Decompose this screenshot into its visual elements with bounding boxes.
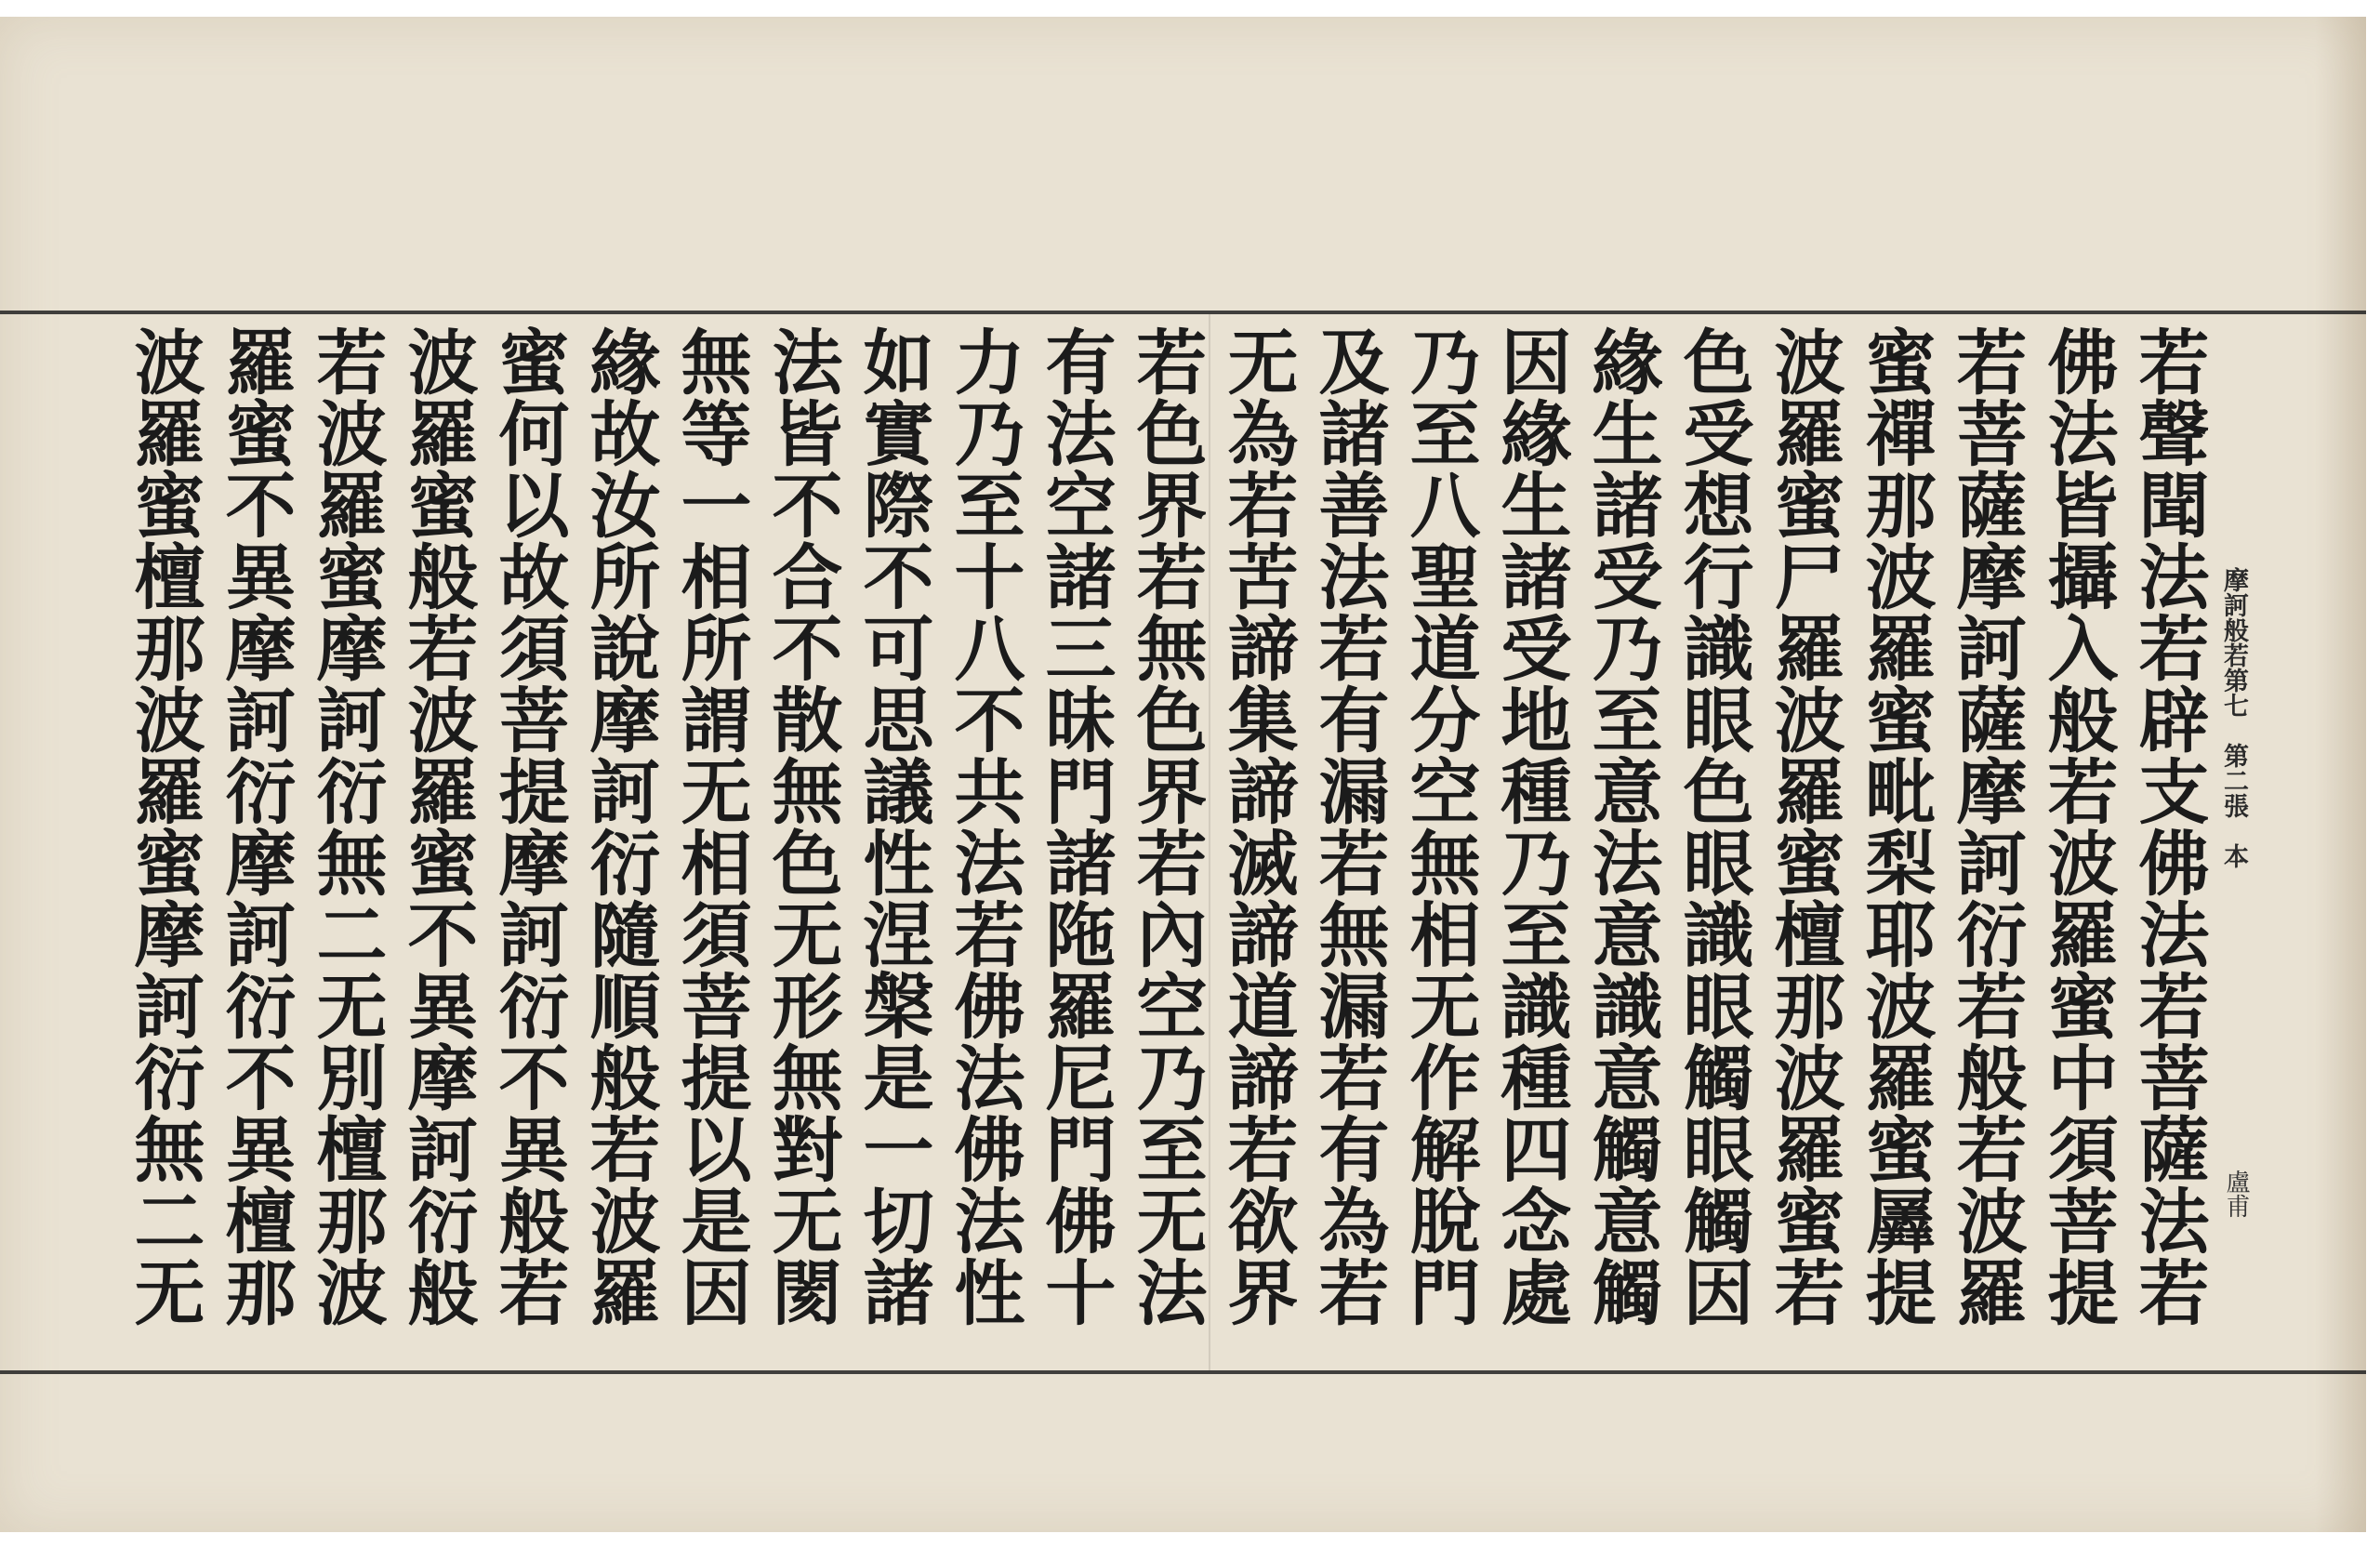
text-column: 波羅蜜尸羅波羅蜜檀那波羅蜜若 bbox=[1763, 325, 1845, 1328]
text-column: 蜜何以故須菩提摩訶衍不異般若 bbox=[487, 325, 570, 1328]
margin-code: 盧甫 bbox=[2222, 1170, 2250, 1218]
text-column: 若色界若無色界若內空乃至无法 bbox=[1125, 325, 1208, 1328]
paper-edge-shadow bbox=[2315, 17, 2366, 1532]
top-border-rule bbox=[0, 311, 2366, 314]
text-column: 若聲聞法若辟支佛法若菩薩法若 bbox=[2127, 325, 2210, 1328]
text-column: 及諸善法若有漏若無漏若有為若 bbox=[1307, 325, 1390, 1328]
text-column: 如實際不可思議性涅槃是一切諸 bbox=[852, 325, 934, 1328]
text-column: 蜜禪那波羅蜜毗梨耶波羅蜜羼提 bbox=[1854, 325, 1937, 1328]
text-column: 色受想行識眼色眼識眼觸眼觸因 bbox=[1672, 325, 1754, 1328]
text-column: 緣故汝所說摩訶衍隨順般若波羅 bbox=[578, 325, 661, 1328]
text-column: 因緣生諸受地種乃至識種四念處 bbox=[1489, 325, 1572, 1328]
text-column: 法皆不合不散無色无形無對无閡 bbox=[760, 325, 843, 1328]
text-column: 佛法皆攝入般若波羅蜜中須菩提 bbox=[2036, 325, 2119, 1328]
text-column: 波羅蜜般若波羅蜜不異摩訶衍般 bbox=[396, 325, 479, 1328]
text-column: 力乃至十八不共法若佛法佛法性 bbox=[943, 325, 1025, 1328]
text-column: 有法空諸三昧門諸陁羅尼門佛十 bbox=[1034, 325, 1117, 1328]
text-column: 無等一相所謂无相須菩提以是因 bbox=[669, 325, 752, 1328]
woodblock-seam bbox=[1209, 314, 1210, 1370]
text-column: 若波羅蜜摩訶衍無二无別檀那波 bbox=[305, 325, 388, 1328]
text-column: 无為若苦諦集諦滅諦道諦若欲界 bbox=[1216, 325, 1299, 1328]
text-column: 若菩薩摩訶薩摩訶衍若般若波羅 bbox=[1945, 325, 2028, 1328]
margin-title: 摩訶般若第七 第二張 本 bbox=[2219, 567, 2248, 868]
text-column: 羅蜜不異摩訶衍摩訶衍不異檀那 bbox=[214, 325, 297, 1328]
text-column: 波羅蜜檀那波羅蜜摩訶衍無二无 bbox=[123, 325, 205, 1328]
text-column: 乃至八聖道分空無相无作解脫門 bbox=[1398, 325, 1481, 1328]
text-column: 緣生諸受乃至意法意識意觸意觸 bbox=[1580, 325, 1663, 1328]
bottom-border-rule bbox=[0, 1370, 2366, 1374]
